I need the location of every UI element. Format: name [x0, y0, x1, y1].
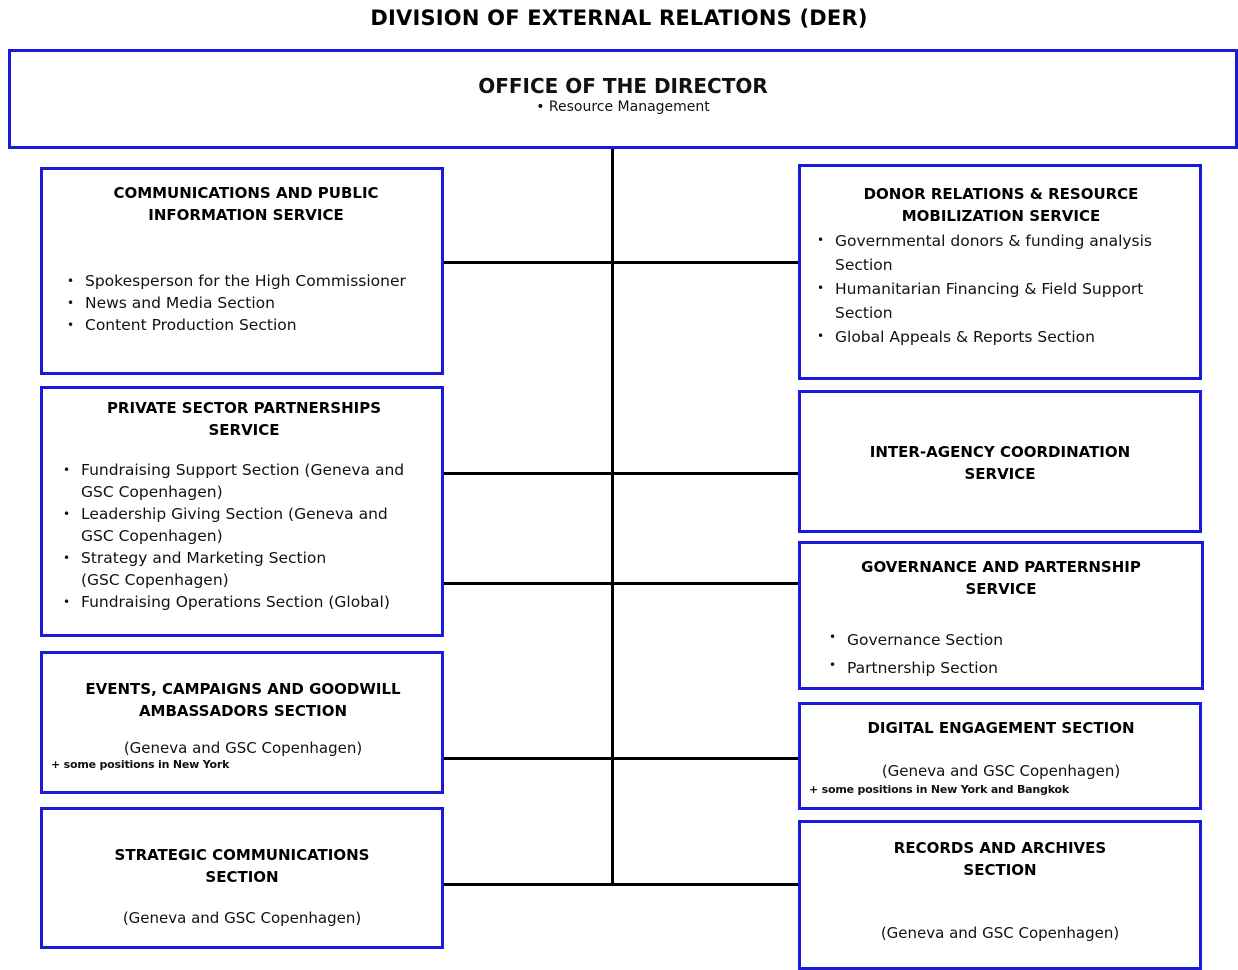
box-title: RECORDS AND ARCHIVES SECTION [893, 839, 1107, 879]
list-item: • Fundraising Support Section (Geneva and GSC Copenhagen) [61, 459, 421, 503]
list-item: • Strategy and Marketing Section (GSC Copenhagen) [61, 547, 421, 591]
diagram-title: DIVISION OF EXTERNAL RELATIONS (DER) [370, 6, 868, 30]
communications-public-information-box [40, 167, 444, 375]
list-item: • Governance Section [827, 626, 1191, 654]
strategic-communications-box [40, 807, 444, 949]
connector-row-3 [442, 582, 800, 585]
box-note: + some positions in New York [51, 758, 230, 771]
box-title: PRIVATE SECTOR PARTNERSHIPS SERVICE [106, 399, 382, 439]
box-location: (Geneva and GSC Copenhagen) [880, 924, 1120, 942]
list-item: • Humanitarian Financing & Field Support Section [815, 277, 1187, 325]
list-item: • Governmental donors & funding analysis Section [815, 229, 1187, 277]
director-box [8, 49, 1238, 149]
private-sector-partnerships-box [40, 386, 444, 637]
list-item: • Fundraising Operations Section (Global) [61, 591, 421, 613]
digital-engagement-box [798, 702, 1202, 810]
section-list [827, 626, 1191, 682]
inter-agency-coordination-box [798, 390, 1202, 533]
connector-row-4 [442, 757, 800, 760]
connector-trunk [611, 148, 614, 885]
events-campaigns-box [40, 651, 444, 794]
records-archives-box [798, 820, 1202, 970]
box-title: DONOR RELATIONS & RESOURCE MOBILIZATION SERVICE [863, 185, 1139, 225]
connector-row-1 [442, 261, 800, 264]
section-list [65, 270, 427, 336]
connector-row-5 [442, 883, 800, 886]
director-item-label: Resource Management [548, 99, 710, 115]
list-item: • Partnership Section [827, 654, 1191, 682]
box-note: + some positions in New York and Bangkok [809, 783, 1069, 796]
governance-partnership-box [798, 541, 1204, 690]
section-list [61, 459, 427, 613]
section-list [815, 229, 1187, 349]
director-item: • Resource Management [536, 99, 710, 115]
donor-relations-box [798, 164, 1202, 380]
connector-row-2 [442, 472, 800, 475]
director-title: OFFICE OF THE DIRECTOR [478, 74, 768, 98]
box-location: (Geneva and GSC Copenhagen) [123, 739, 363, 757]
box-title: STRATEGIC COMMUNICATIONS SECTION [114, 846, 370, 886]
box-title: EVENTS, CAMPAIGNS AND GOODWILL AMBASSADORS SECTION [85, 680, 401, 720]
list-item: • Leadership Giving Section (Geneva and GSC Copenhagen) [61, 503, 421, 547]
box-title: GOVERNANCE AND PARTERNSHIP SERVICE [861, 558, 1141, 598]
list-item: • Content Production Section [65, 314, 427, 336]
box-location: (Geneva and GSC Copenhagen) [122, 909, 362, 927]
box-title: DIGITAL ENGAGEMENT SECTION [867, 719, 1135, 737]
box-title: COMMUNICATIONS AND PUBLIC INFORMATION SERVICE [113, 184, 379, 224]
list-item: • News and Media Section [65, 292, 427, 314]
box-title: INTER-AGENCY COORDINATION SERVICE [869, 443, 1131, 483]
list-item: • Global Appeals & Reports Section [815, 325, 1187, 349]
list-item: • Spokesperson for the High Commissioner [65, 270, 427, 292]
box-location: (Geneva and GSC Copenhagen) [881, 762, 1121, 780]
